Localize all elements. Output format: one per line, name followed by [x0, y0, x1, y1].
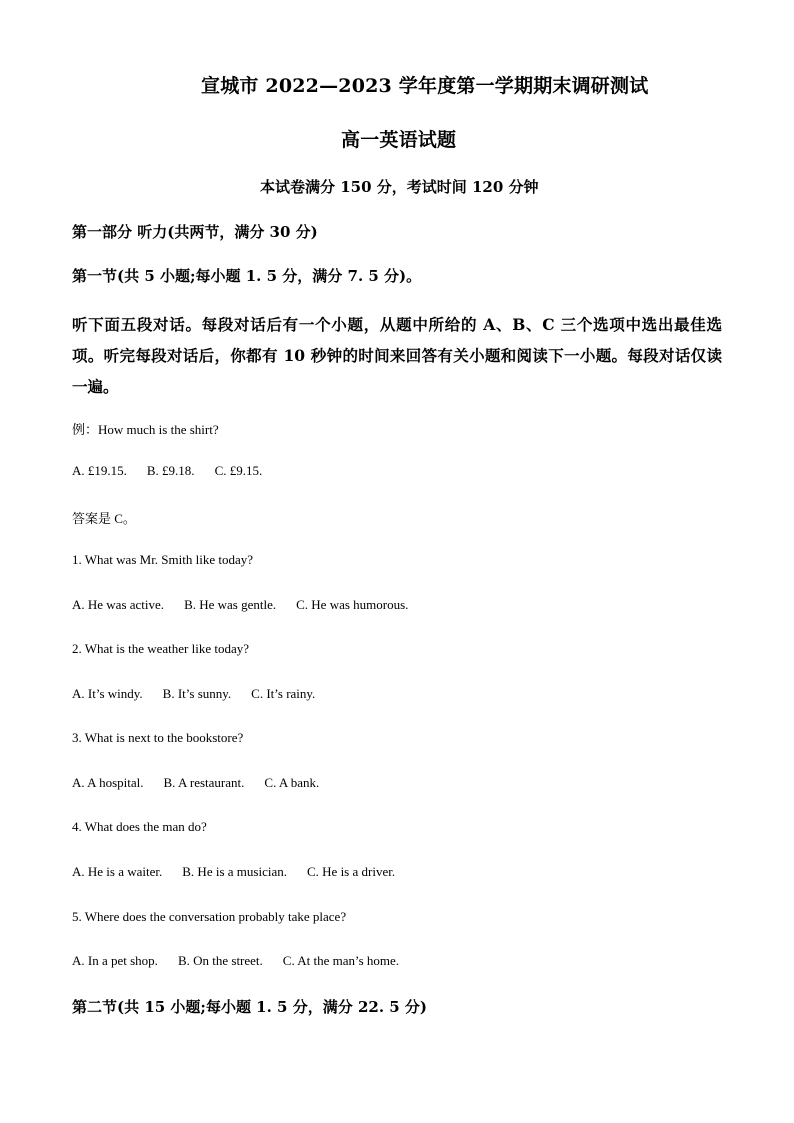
option-b: B. He is a musician.	[182, 864, 287, 879]
question-1: 1. What was Mr. Smith like today?	[72, 552, 254, 567]
question-4-options	[72, 864, 395, 880]
option-b: B. £9.18.	[146, 463, 195, 478]
subject-title: 高一英语试题	[341, 129, 457, 151]
option-c: C. He was humorous.	[296, 597, 409, 612]
example-options	[72, 463, 262, 479]
option-a: A. £19.15.	[72, 463, 127, 478]
option-b: B. It’s sunny.	[162, 686, 232, 701]
question-4: 4. What does the man do?	[72, 819, 207, 834]
question-2-options	[72, 686, 315, 702]
option-c: C. At the man’s home.	[282, 953, 400, 968]
question-5-options	[72, 953, 399, 969]
option-c: C. A bank.	[264, 775, 320, 790]
exam-info: 本试卷满分 150 分，考试时间 120 分钟	[260, 178, 539, 196]
option-b: B. He was gentle.	[184, 597, 277, 612]
option-a: A. He is a waiter.	[72, 864, 163, 879]
option-a: A. In a pet shop.	[72, 953, 158, 968]
option-c: C. He is a driver.	[306, 864, 396, 879]
section1-heading: 第一节(共 5 小题;每小题 1. 5 分，满分 7. 5 分)。	[72, 267, 422, 285]
question-3: 3. What is next to the bookstore?	[72, 730, 244, 745]
option-a: A. He was active.	[72, 597, 165, 612]
option-b: B. On the street.	[177, 953, 263, 968]
option-c: C. It’s rainy.	[251, 686, 316, 701]
option-b: B. A restaurant.	[163, 775, 245, 790]
part1-heading: 第一部分 听力(共两节，满分 30 分)	[72, 223, 318, 241]
question-5: 5. Where does the conversation probably take place?	[72, 909, 347, 924]
question-3-options	[72, 775, 319, 791]
option-c: C. £9.15.	[214, 463, 263, 478]
option-a: A. A hospital.	[72, 775, 144, 790]
question-2: 2. What is the weather like today?	[72, 641, 250, 656]
example-answer: 答案是 C。	[72, 511, 136, 526]
section2-heading: 第二节(共 15 小题;每小题 1. 5 分，满分 22. 5 分)	[72, 998, 428, 1016]
question-1-options	[72, 597, 408, 613]
listening-instructions: 听下面五段对话。每段对话后有一个小题，从题中所给的 A、B、C 三个选项中选出最佳选项。听完每段对话后，你都有 10 秒钟的时间来回答有关小题和阅读下一小题。每段对话仅读一遍。	[72, 315, 722, 396]
option-a: A. It’s windy.	[72, 686, 143, 701]
example-question: 例：How much is the shirt?	[72, 422, 219, 437]
exam-title: 宣城市 2022—2023 学年度第一学期期末调研测试	[201, 75, 649, 97]
